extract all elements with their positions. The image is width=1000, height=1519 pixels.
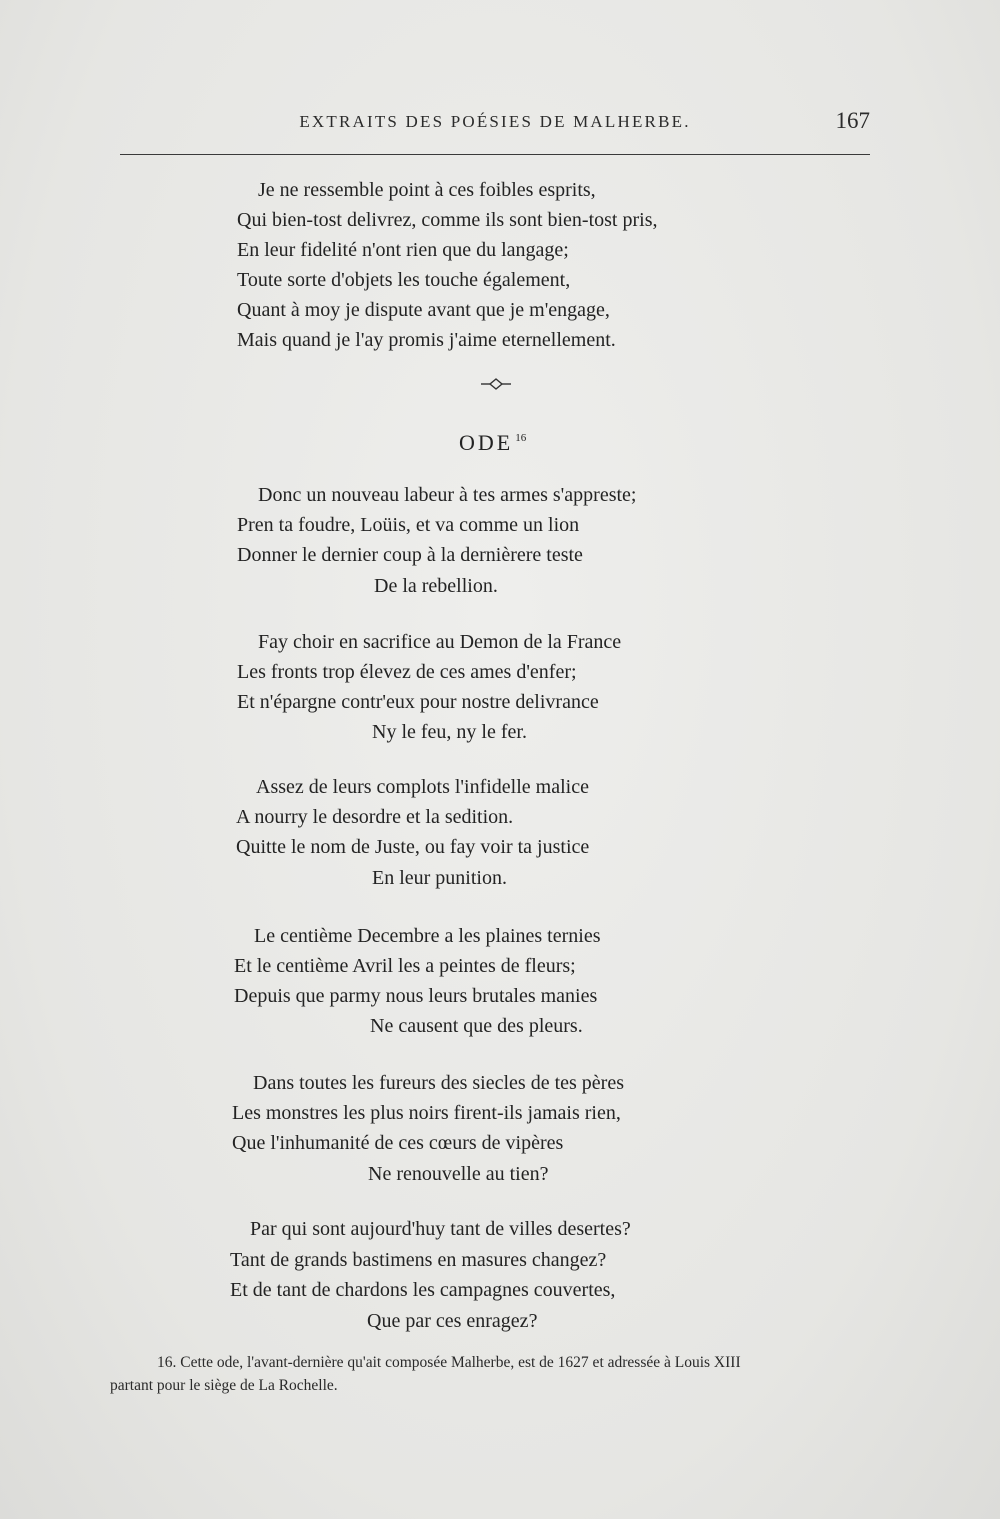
verse-line: Qui bien-tost delivrez, comme ils sont bien-tost pris, <box>237 209 658 231</box>
verse-line: Pren ta foudre, Loüis, et va comme un lion <box>237 514 580 536</box>
verse-line: Je ne ressemble point à ces foibles esprits, <box>258 179 596 201</box>
verse-line: Le centième Decembre a les plaines ternies <box>254 925 601 947</box>
running-title: EXTRAITS DES POÉSIES DE MALHERBE. <box>299 112 691 131</box>
verse-line: Que par ces enragez? <box>367 1310 538 1332</box>
verse-line: Et n'épargne contr'eux pour nostre delivrance <box>237 691 599 713</box>
verse-line: Fay choir en sacrifice au Demon de la France <box>258 631 622 653</box>
verse-line: Assez de leurs complots l'infidelle malice <box>256 776 589 798</box>
verse-line: Que l'inhumanité de ces cœurs de vipères <box>232 1132 564 1154</box>
ornament-diamond-icon <box>481 376 511 392</box>
verse-line: Ne renouvelle au tien? <box>368 1163 549 1185</box>
ode-title <box>459 430 526 456</box>
verse-line: Quitte le nom de Juste, ou fay voir ta justice <box>236 836 590 858</box>
verse-line: Ne causent que des pleurs. <box>370 1015 583 1037</box>
verse-line: Donc un nouveau labeur à tes armes s'appreste; <box>258 484 637 506</box>
running-header <box>120 108 870 142</box>
verse-line: Les monstres les plus noirs firent-ils jamais rien, <box>232 1102 621 1124</box>
verse-line: Par qui sont aujourd'huy tant de villes desertes? <box>250 1218 631 1240</box>
verse-line: Dans toutes les fureurs des siecles de tes pères <box>253 1072 624 1094</box>
verse-line: En leur punition. <box>372 867 507 889</box>
header-rule <box>120 154 870 155</box>
verse-line: De la rebellion. <box>374 575 498 597</box>
footnote-line: partant pour le siège de La Rochelle. <box>110 1377 338 1394</box>
verse-line: Tant de grands bastimens en masures changez? <box>230 1249 607 1271</box>
verse-line: En leur fidelité n'ont rien que du langage; <box>237 239 569 261</box>
verse-line: Et le centième Avril les a peintes de fleurs; <box>234 955 576 977</box>
verse-line: Ny le feu, ny le fer. <box>372 721 527 743</box>
footnote-reference: 16 <box>515 432 527 444</box>
verse-line: Toute sorte d'objets les touche également, <box>237 269 571 291</box>
verse-line: Donner le dernier coup à la dernièrere teste <box>237 544 583 566</box>
footnote-line: 16. Cette ode, l'avant-dernière qu'ait composée Malherbe, est de 1627 et adressée à Louis XIII <box>157 1354 741 1371</box>
verse-line: Depuis que parmy nous leurs brutales manies <box>234 985 598 1007</box>
ode-title-text: ODE <box>459 430 514 455</box>
verse-line: Quant à moy je dispute avant que je m'engage, <box>237 299 610 321</box>
verse-line: Les fronts trop élevez de ces ames d'enfer; <box>237 661 577 683</box>
verse-line: Et de tant de chardons les campagnes couvertes, <box>230 1279 616 1301</box>
verse-line: A nourry le desordre et la sedition. <box>236 806 514 828</box>
page-number: 167 <box>835 108 870 133</box>
verse-line: Mais quand je l'ay promis j'aime eternellement. <box>237 329 616 351</box>
